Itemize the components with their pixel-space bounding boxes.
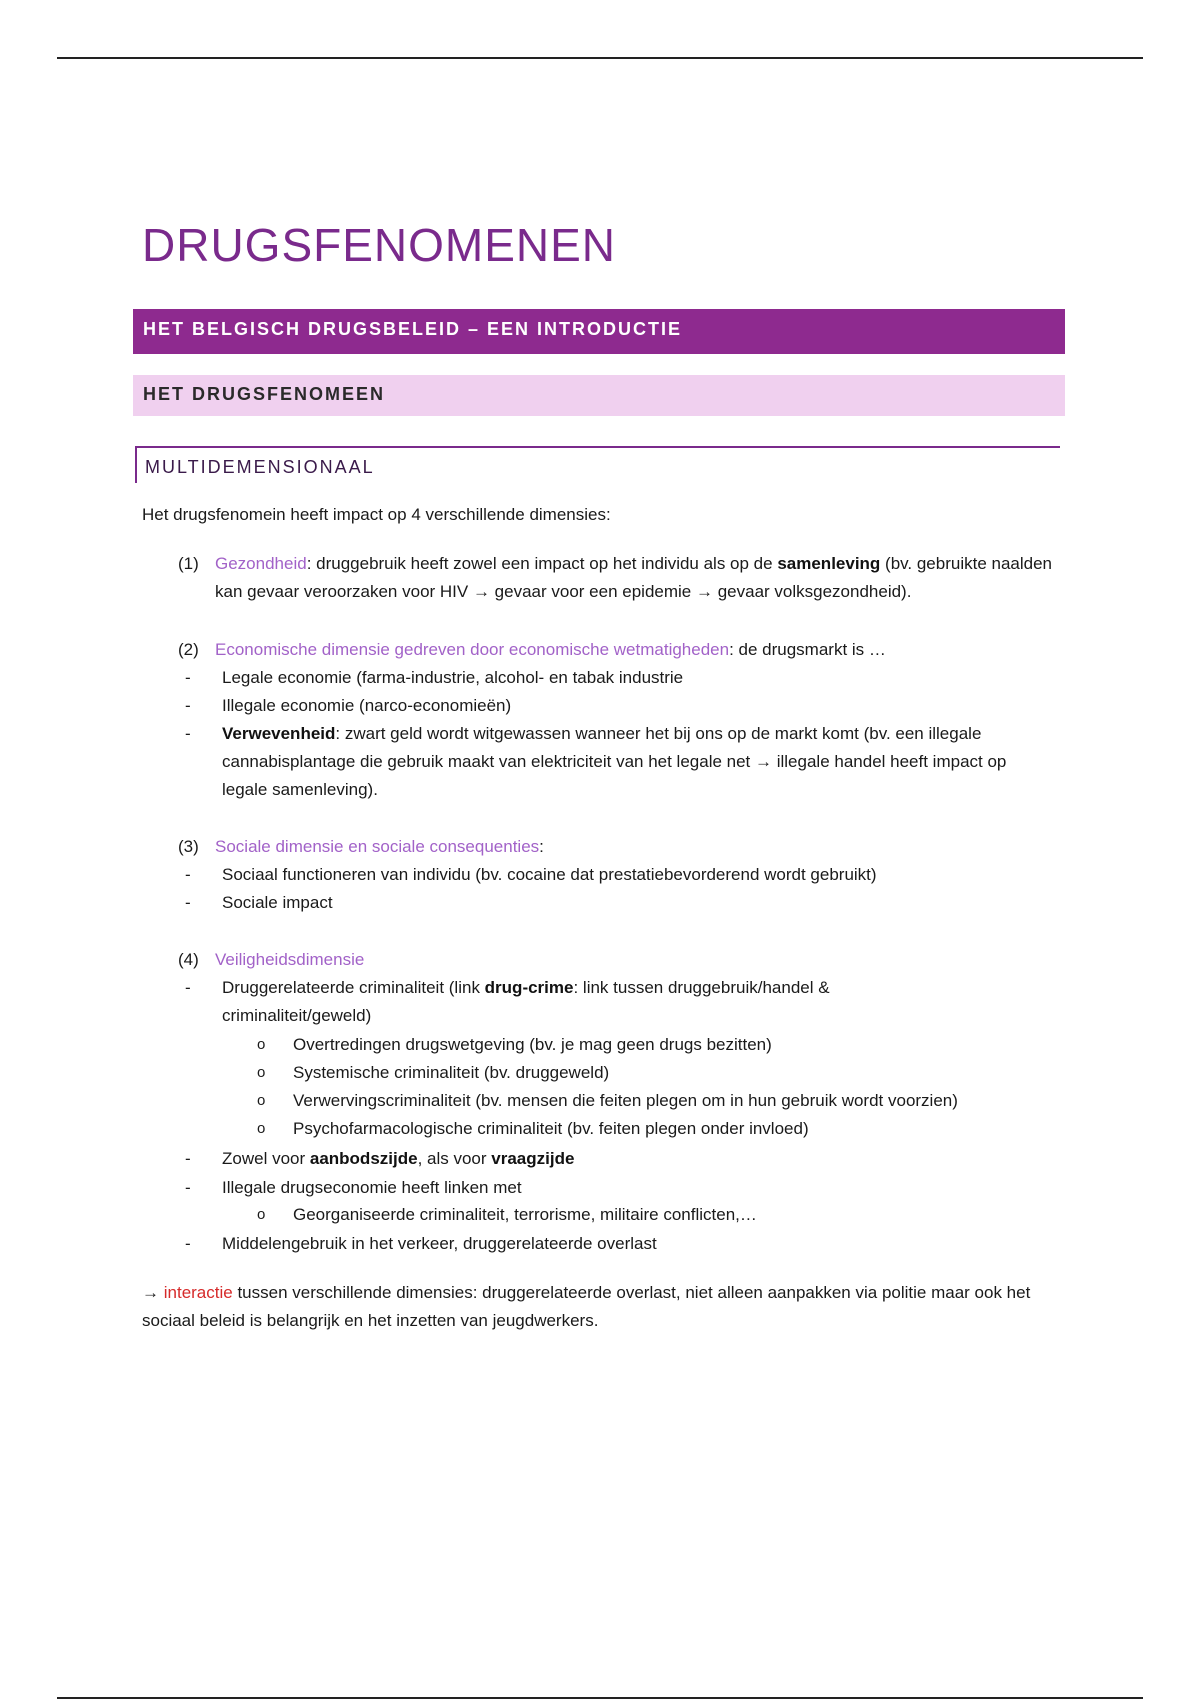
- item-bold-text: samenleving: [777, 554, 881, 573]
- numbered-item-2: [178, 636, 1058, 664]
- dash-marker: -: [185, 865, 191, 884]
- item-number: (2): [178, 640, 199, 659]
- document-title: DRUGSFENOMENEN: [142, 219, 617, 271]
- conclusion-text: tussen verschillende dimensies: druggerelateerde overlast, niet alleen aanpakken via politie maar ook het sociaal beleid is belangrijk en het inzetten van jeugdwerkers.: [142, 1283, 1031, 1330]
- arrow-icon: →: [142, 1283, 159, 1302]
- list-item-body: [222, 720, 1055, 804]
- list-item-bold-text: aanbodszijde: [309, 1149, 418, 1168]
- list-item: [185, 1230, 1065, 1258]
- heading-level-2: HET DRUGSFENOMEEN: [133, 375, 1065, 416]
- conclusion-paragraph: [142, 1279, 1062, 1335]
- list-item: [185, 889, 1065, 917]
- list-item: [185, 974, 885, 1030]
- list-item-text: Zowel voor: [222, 1149, 310, 1168]
- list-item-body: [222, 1145, 1065, 1173]
- dash-marker: -: [185, 696, 191, 715]
- circle-marker: o: [257, 1120, 266, 1137]
- intro-paragraph: Het drugsfenomein heeft impact op 4 verschillende dimensies:: [142, 505, 611, 524]
- circle-marker: o: [257, 1064, 266, 1081]
- circle-marker: o: [257, 1206, 266, 1223]
- item-body: [215, 946, 1058, 974]
- page-bottom-rule: [57, 1697, 1143, 1699]
- list-item: [185, 1174, 1065, 1202]
- sub-list-item-text: Overtredingen drugswetgeving (bv. je mag geen drugs bezitten): [293, 1035, 772, 1054]
- item-text: : de drugsmarkt is …: [729, 640, 886, 659]
- heading-level-1: HET BELGISCH DRUGSBELEID – EEN INTRODUCTIE: [133, 309, 1065, 354]
- item-label: Sociale dimensie en sociale consequenties: [215, 837, 540, 856]
- item-label: Economische dimensie gedreven door economische wetmatigheden: [215, 640, 730, 659]
- dash-marker: -: [185, 724, 191, 743]
- list-item-bold-text: vraagzijde: [491, 1149, 575, 1168]
- item-text: (bv. gebruikte naalden kan gevaar veroorzaken voor HIV → gevaar voor een epidemie → gevaar volksgezondheid).: [215, 554, 1053, 601]
- numbered-item-3: [178, 833, 1058, 861]
- list-item-text: Middelengebruik in het verkeer, druggerelateerde overlast: [222, 1234, 657, 1253]
- numbered-item-1: [178, 550, 1058, 606]
- item-body: [215, 550, 1058, 606]
- item-text: :: [539, 837, 544, 856]
- dash-marker: -: [185, 1178, 191, 1197]
- page-top-rule: [57, 57, 1143, 59]
- list-item-text: : link tussen druggebruik/handel & criminaliteit/geweld): [222, 978, 830, 1025]
- sub-list-item: [257, 1115, 1057, 1143]
- circle-marker: o: [257, 1036, 266, 1053]
- dash-marker: -: [185, 978, 191, 997]
- sub-list-item: [257, 1059, 1057, 1087]
- list-item-text: , als voor: [417, 1149, 492, 1168]
- list-item: [185, 692, 1065, 720]
- list-item-text: Druggerelateerde criminaliteit (link: [222, 978, 485, 997]
- list-item-text: Sociaal functioneren van individu (bv. cocaine dat prestatiebevorderend wordt gebruikt): [222, 865, 877, 884]
- sub-list-item-text: Systemische criminaliteit (bv. druggeweld): [293, 1063, 610, 1082]
- sub-list-item: [257, 1087, 1057, 1115]
- list-item: [185, 720, 1055, 804]
- list-item: [185, 664, 1065, 692]
- item-number: (1): [178, 554, 199, 573]
- item-text: : druggebruik heeft zowel een impact op het individu als op de: [306, 554, 778, 573]
- dash-marker: -: [185, 1149, 191, 1168]
- sub-list-item-text: Verwervingscriminaliteit (bv. mensen die feiten plegen om in hun gebruik wordt voorzien): [293, 1091, 958, 1110]
- list-item-text: Illegale economie (narco-economieën): [222, 696, 512, 715]
- item-body: [215, 636, 1058, 664]
- list-item-body: [222, 974, 885, 1030]
- list-item-bold-text: Verwevenheid: [222, 724, 336, 743]
- list-item: [185, 1145, 1065, 1173]
- item-number: (3): [178, 837, 199, 856]
- list-item-text: Sociale impact: [222, 893, 333, 912]
- dash-marker: -: [185, 668, 191, 687]
- dash-marker: -: [185, 1234, 191, 1253]
- list-item-bold-text: drug-crime: [484, 978, 574, 997]
- item-number: (4): [178, 950, 199, 969]
- highlight-text: interactie: [163, 1283, 233, 1302]
- circle-marker: o: [257, 1092, 266, 1109]
- item-body: [215, 833, 1058, 861]
- sub-list-item-text: Georganiseerde criminaliteit, terrorisme, militaire conflicten,…: [293, 1205, 757, 1224]
- sub-list-item: [257, 1201, 1057, 1229]
- list-item-text: Illegale drugseconomie heeft linken met: [222, 1178, 522, 1197]
- sub-list-item: [257, 1031, 1057, 1059]
- sub-list-item-text: Psychofarmacologische criminaliteit (bv. feiten plegen onder invloed): [293, 1119, 809, 1138]
- dash-marker: -: [185, 893, 191, 912]
- heading-level-3: MULTIDEMENSIONAAL: [135, 446, 1060, 483]
- list-item: [185, 861, 1065, 889]
- list-item-text: : zwart geld wordt witgewassen wanneer het bij ons op de markt komt (bv. een illegale cannabisplantage die gebruik maakt van elektriciteit van het legale net → illegale handel heeft impact op legale samenleving).: [222, 724, 1007, 799]
- numbered-item-4: [178, 946, 1058, 974]
- list-item-text: Legale economie (farma-industrie, alcohol- en tabak industrie: [222, 668, 684, 687]
- item-label: Veiligheidsdimensie: [215, 950, 365, 969]
- item-label: Gezondheid: [215, 554, 307, 573]
